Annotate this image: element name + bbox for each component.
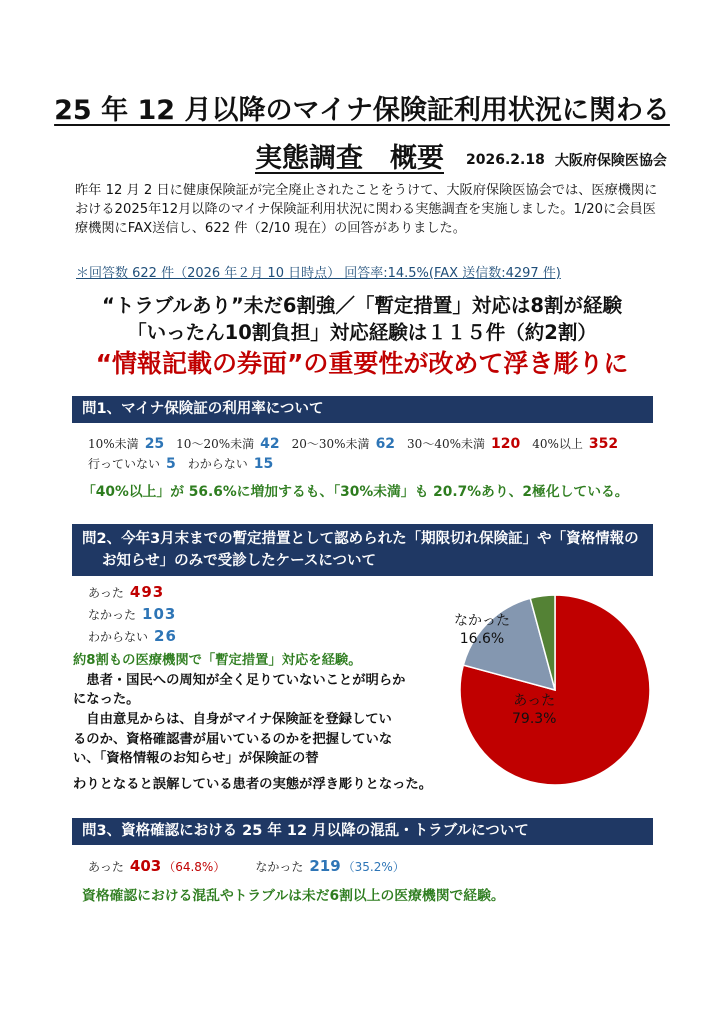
page-title (0, 88, 724, 127)
pie-label-name: なかった (454, 613, 510, 629)
pie-label-pct: 16.6% (459, 631, 505, 647)
q1-option-label: わからない (187, 457, 248, 471)
title-line2: 実態調査 概要 (255, 143, 444, 174)
q2-result-value: 103 (142, 605, 177, 623)
q2-result (88, 582, 189, 604)
pie-label-pct: 79.3% (512, 711, 557, 727)
q1-option-label: 30～40%未満 (407, 437, 485, 451)
headline-2: 「いったん10割負担」対応経験は１１５件（約2割） (127, 321, 597, 344)
q1-option-label: 40%以上 (532, 437, 583, 451)
q2-header (72, 524, 653, 576)
q3-header: 問3、資格確認における 25 年 12 月以降の混乱・トラブルについて (72, 818, 653, 845)
headline-3: “情報記載の券面”の重要性が改めて浮き彫りに (95, 349, 629, 378)
q2-summary: 約8割もの医療機関で「暫定措置」対応を経験。 (73, 653, 362, 668)
q2-text2 (73, 710, 403, 769)
q2-text2-body: 自由意見からは、自身がマイナ保険証を登録しているのか、資格確認書が届いているのかを把握していない、「資格情報のお知らせ」が保険証の替 (73, 712, 393, 766)
q2-result-label: あった (88, 586, 124, 600)
q2-result-value: 26 (154, 627, 177, 645)
q2-result (88, 604, 189, 626)
pie-label-atta (512, 692, 556, 728)
q2-header-line1: 問2、今年3月末までの暫定措置として認められた「期限切れ保険証」や「資格情報の (82, 531, 639, 547)
q3-result-label: あった (88, 860, 124, 874)
q3-result-pct: （35.2%） (342, 860, 405, 874)
q2-text (73, 651, 413, 710)
title-line1: 25 年 12 月以降のマイナ保険証利用状況に関わる (54, 95, 670, 126)
q1-option-value: 120 (491, 436, 521, 452)
q2-result-value: 493 (129, 583, 165, 601)
q3-result-label: なかった (255, 860, 304, 874)
q1-option-value: 15 (253, 456, 274, 472)
q1-option-value: 5 (166, 456, 176, 472)
q1-options-row2 (88, 453, 285, 472)
q3-summary: 資格確認における混乱やトラブルは未だ6割以上の医療機関で経験。 (82, 888, 505, 904)
q1-summary: 「40%以上」が 56.6%に増加するも、「30%未満」も 20.7%あり、2極化している。 (82, 484, 629, 500)
q2-text2-tail: わりとなると誤解している患者の実態が浮き彫りとなった。 (73, 777, 433, 792)
pie-label-nakatta (454, 612, 510, 648)
q2-results (88, 582, 189, 648)
q1-options-row1 (88, 433, 618, 452)
pie-label-name: あった (513, 693, 556, 709)
q1-option-value: 62 (375, 436, 396, 452)
q1-option-value: 352 (588, 436, 619, 452)
q2-result-label: わからない (88, 630, 149, 644)
q2-result (88, 626, 189, 648)
q3-results (88, 856, 405, 875)
q1-option-value: 42 (260, 436, 280, 452)
q1-header: 問1、マイナ保険証の利用率について (72, 396, 653, 423)
date: 2026.2.18 (466, 151, 545, 168)
q1-option-value: 25 (144, 436, 165, 452)
q3-result-pct: （64.8%） (163, 860, 226, 874)
response-note: ＊回答数 622 件（2026 年２月 10 日時点） 回答率:14.5%(FAX 送信数:4297 件) (76, 266, 561, 281)
q3-result-value: 403 (129, 857, 162, 875)
q1-option-label: 10%未満 (88, 437, 139, 451)
q2-result-label: なかった (88, 608, 137, 622)
intro-paragraph: 昨年 12 月 2 日に健康保険証が完全廃止されたことをうけて、大阪府保険医協会では、医療機関における2025年12月以降のマイナ保険証利用状況に関わる実態調査を実施しました。1/20に会員医療機関にFAX送信し、622 件（2/10 現在）の回答がありました。 (75, 183, 658, 236)
organization: 大阪府保険医協会 (554, 152, 667, 169)
q1-option-label: 20～30%未満 (291, 437, 370, 451)
q1-option-label: 行っていない (88, 457, 161, 471)
q1-option-label: 10～20%未満 (176, 437, 255, 451)
q2-header-line2: お知らせ」のみで受診したケースについて (102, 553, 377, 569)
page-title-line2 (255, 136, 667, 175)
q2-text1: 患者・国民への周知が全く足りていないことが明らかになった。 (73, 672, 406, 707)
q3-result-value: 219 (309, 857, 341, 875)
headline-1: “トラブルあり”未だ6割強／「暫定措置」対応は8割が経験 (102, 294, 622, 317)
